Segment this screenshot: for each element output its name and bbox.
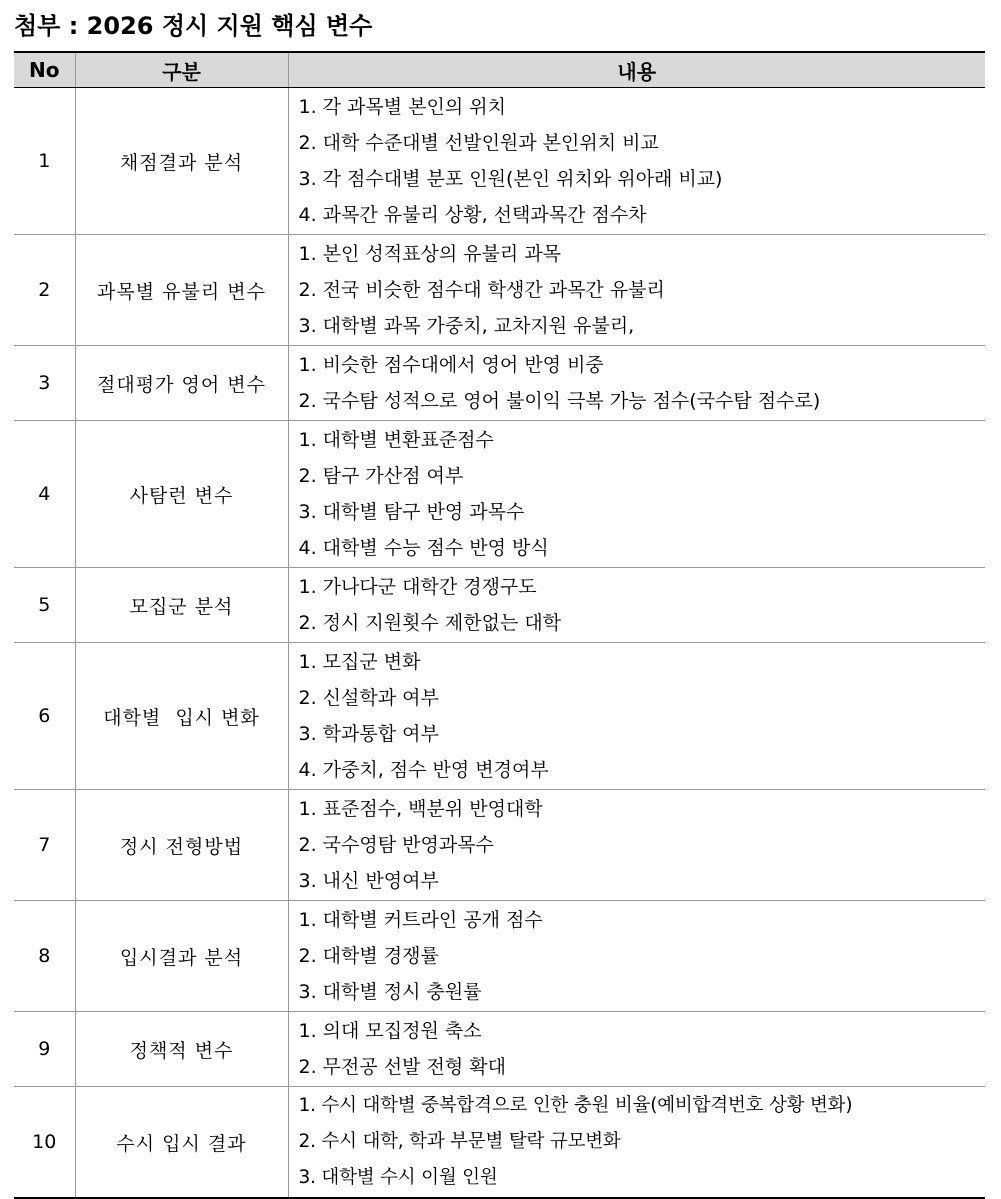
row-content bbox=[288, 643, 985, 790]
content-item: 2. 신설학과 여부 bbox=[298, 687, 439, 709]
table-row bbox=[14, 346, 985, 421]
row-content bbox=[288, 1012, 985, 1087]
row-category: 모집군 분석 bbox=[75, 568, 288, 643]
table-row bbox=[14, 88, 985, 235]
content-item: 4. 과목간 유불리 상황, 선택과목간 점수차 bbox=[298, 204, 647, 226]
row-number: 8 bbox=[14, 901, 75, 1012]
content-item: 3. 내신 반영여부 bbox=[298, 870, 439, 892]
row-number: 1 bbox=[38, 150, 51, 172]
row-number: 6 bbox=[14, 643, 75, 790]
row-content bbox=[288, 88, 985, 235]
row-content bbox=[288, 790, 985, 901]
row-content bbox=[288, 235, 985, 346]
table-row bbox=[14, 568, 985, 643]
row-number: 9 bbox=[14, 1012, 75, 1087]
row-number: 3 bbox=[14, 346, 75, 421]
content-item: 4. 대학별 수능 점수 반영 방식 bbox=[298, 537, 549, 559]
table-row bbox=[14, 1012, 985, 1087]
table-row bbox=[14, 790, 985, 901]
content-item: 3. 대학별 정시 충원률 bbox=[298, 981, 482, 1003]
content-item: 1. 대학별 커트라인 공개 점수 bbox=[298, 909, 543, 931]
row-category: 절대평가 영어 변수 bbox=[75, 346, 288, 421]
row-content bbox=[288, 901, 985, 1012]
content-item: 1. 수시 대학별 중복합격으로 인한 충원 비율(예비합격번호 상황 변화) bbox=[298, 1095, 853, 1116]
content-item: 1. 본인 성적표상의 유불리 과목 bbox=[298, 243, 562, 265]
content-item: 1. 표준점수, 백분위 반영대학 bbox=[298, 798, 543, 820]
row-number: 7 bbox=[14, 790, 75, 901]
content-item: 2. 전국 비슷한 점수대 학생간 과목간 유불리 bbox=[298, 279, 665, 301]
content-item: 2. 국수영탐 반영과목수 bbox=[298, 834, 494, 856]
row-category: 과목별 유불리 변수 bbox=[75, 235, 288, 346]
table-row bbox=[14, 421, 985, 568]
content-item: 4. 가중치, 점수 반영 변경여부 bbox=[298, 759, 549, 781]
content-item: 2. 대학별 경쟁률 bbox=[298, 945, 439, 967]
content-item: 1. 각 과목별 본인의 위치 bbox=[298, 96, 506, 118]
content-item: 1. 가나다군 대학간 경쟁구도 bbox=[298, 576, 537, 598]
row-number: 2 bbox=[14, 235, 75, 346]
row-category: 입시결과 분석 bbox=[75, 901, 288, 1012]
content-item: 2. 국수탐 성적으로 영어 불이익 극복 가능 점수(국수탐 점수로) bbox=[298, 390, 821, 412]
header-category: 구분 bbox=[75, 52, 288, 88]
table-row bbox=[14, 901, 985, 1012]
content-item: 2. 무전공 선발 전형 확대 bbox=[298, 1056, 506, 1078]
row-category: 채점결과 분석 bbox=[75, 88, 288, 235]
content-item: 3. 학과통합 여부 bbox=[298, 723, 439, 745]
row-number: 10 bbox=[14, 1087, 75, 1199]
row-category: 대학별 입시 변화 bbox=[75, 643, 288, 790]
page-title: 첨부 : 2026 정시 지원 핵심 변수 bbox=[14, 12, 373, 40]
content-item: 2. 수시 대학, 학과 부문별 탈락 규모변화 bbox=[298, 1131, 621, 1152]
variables-table bbox=[14, 51, 985, 1199]
row-number: 4 bbox=[14, 421, 75, 568]
content-item: 3. 대학별 과목 가중치, 교차지원 유불리, bbox=[298, 315, 635, 337]
content-item: 1. 모집군 변화 bbox=[298, 651, 421, 673]
row-content bbox=[288, 421, 985, 568]
content-item: 1. 의대 모집정원 축소 bbox=[298, 1020, 482, 1042]
header-content: 내용 bbox=[288, 52, 985, 88]
row-content bbox=[288, 1087, 985, 1199]
table-body bbox=[14, 88, 985, 1199]
table-row bbox=[14, 1087, 985, 1199]
table-row bbox=[14, 235, 985, 346]
header-no: No bbox=[14, 52, 75, 88]
content-item: 1. 대학별 변환표준점수 bbox=[298, 429, 494, 451]
content-item: 2. 대학 수준대별 선발인원과 본인위치 비교 bbox=[298, 132, 659, 154]
row-number: 5 bbox=[14, 568, 75, 643]
content-item: 2. 탐구 가산점 여부 bbox=[298, 465, 464, 487]
row-category: 사탐런 변수 bbox=[75, 421, 288, 568]
content-item: 3. 각 점수대별 분포 인원(본인 위치와 위아래 비교) bbox=[298, 168, 723, 190]
content-item: 1. 비슷한 점수대에서 영어 반영 비중 bbox=[298, 354, 604, 376]
content-item: 3. 대학별 수시 이월 인원 bbox=[298, 1167, 498, 1188]
row-content bbox=[288, 568, 985, 643]
row-category: 정시 전형방법 bbox=[75, 790, 288, 901]
table-header-row bbox=[14, 52, 985, 88]
table-row bbox=[14, 643, 985, 790]
row-content bbox=[288, 346, 985, 421]
content-item: 2. 정시 지원횟수 제한없는 대학 bbox=[298, 612, 562, 634]
row-category: 수시 입시 결과 bbox=[75, 1087, 288, 1199]
content-item: 3. 대학별 탐구 반영 과목수 bbox=[298, 501, 525, 523]
row-category: 정책적 변수 bbox=[75, 1012, 288, 1087]
